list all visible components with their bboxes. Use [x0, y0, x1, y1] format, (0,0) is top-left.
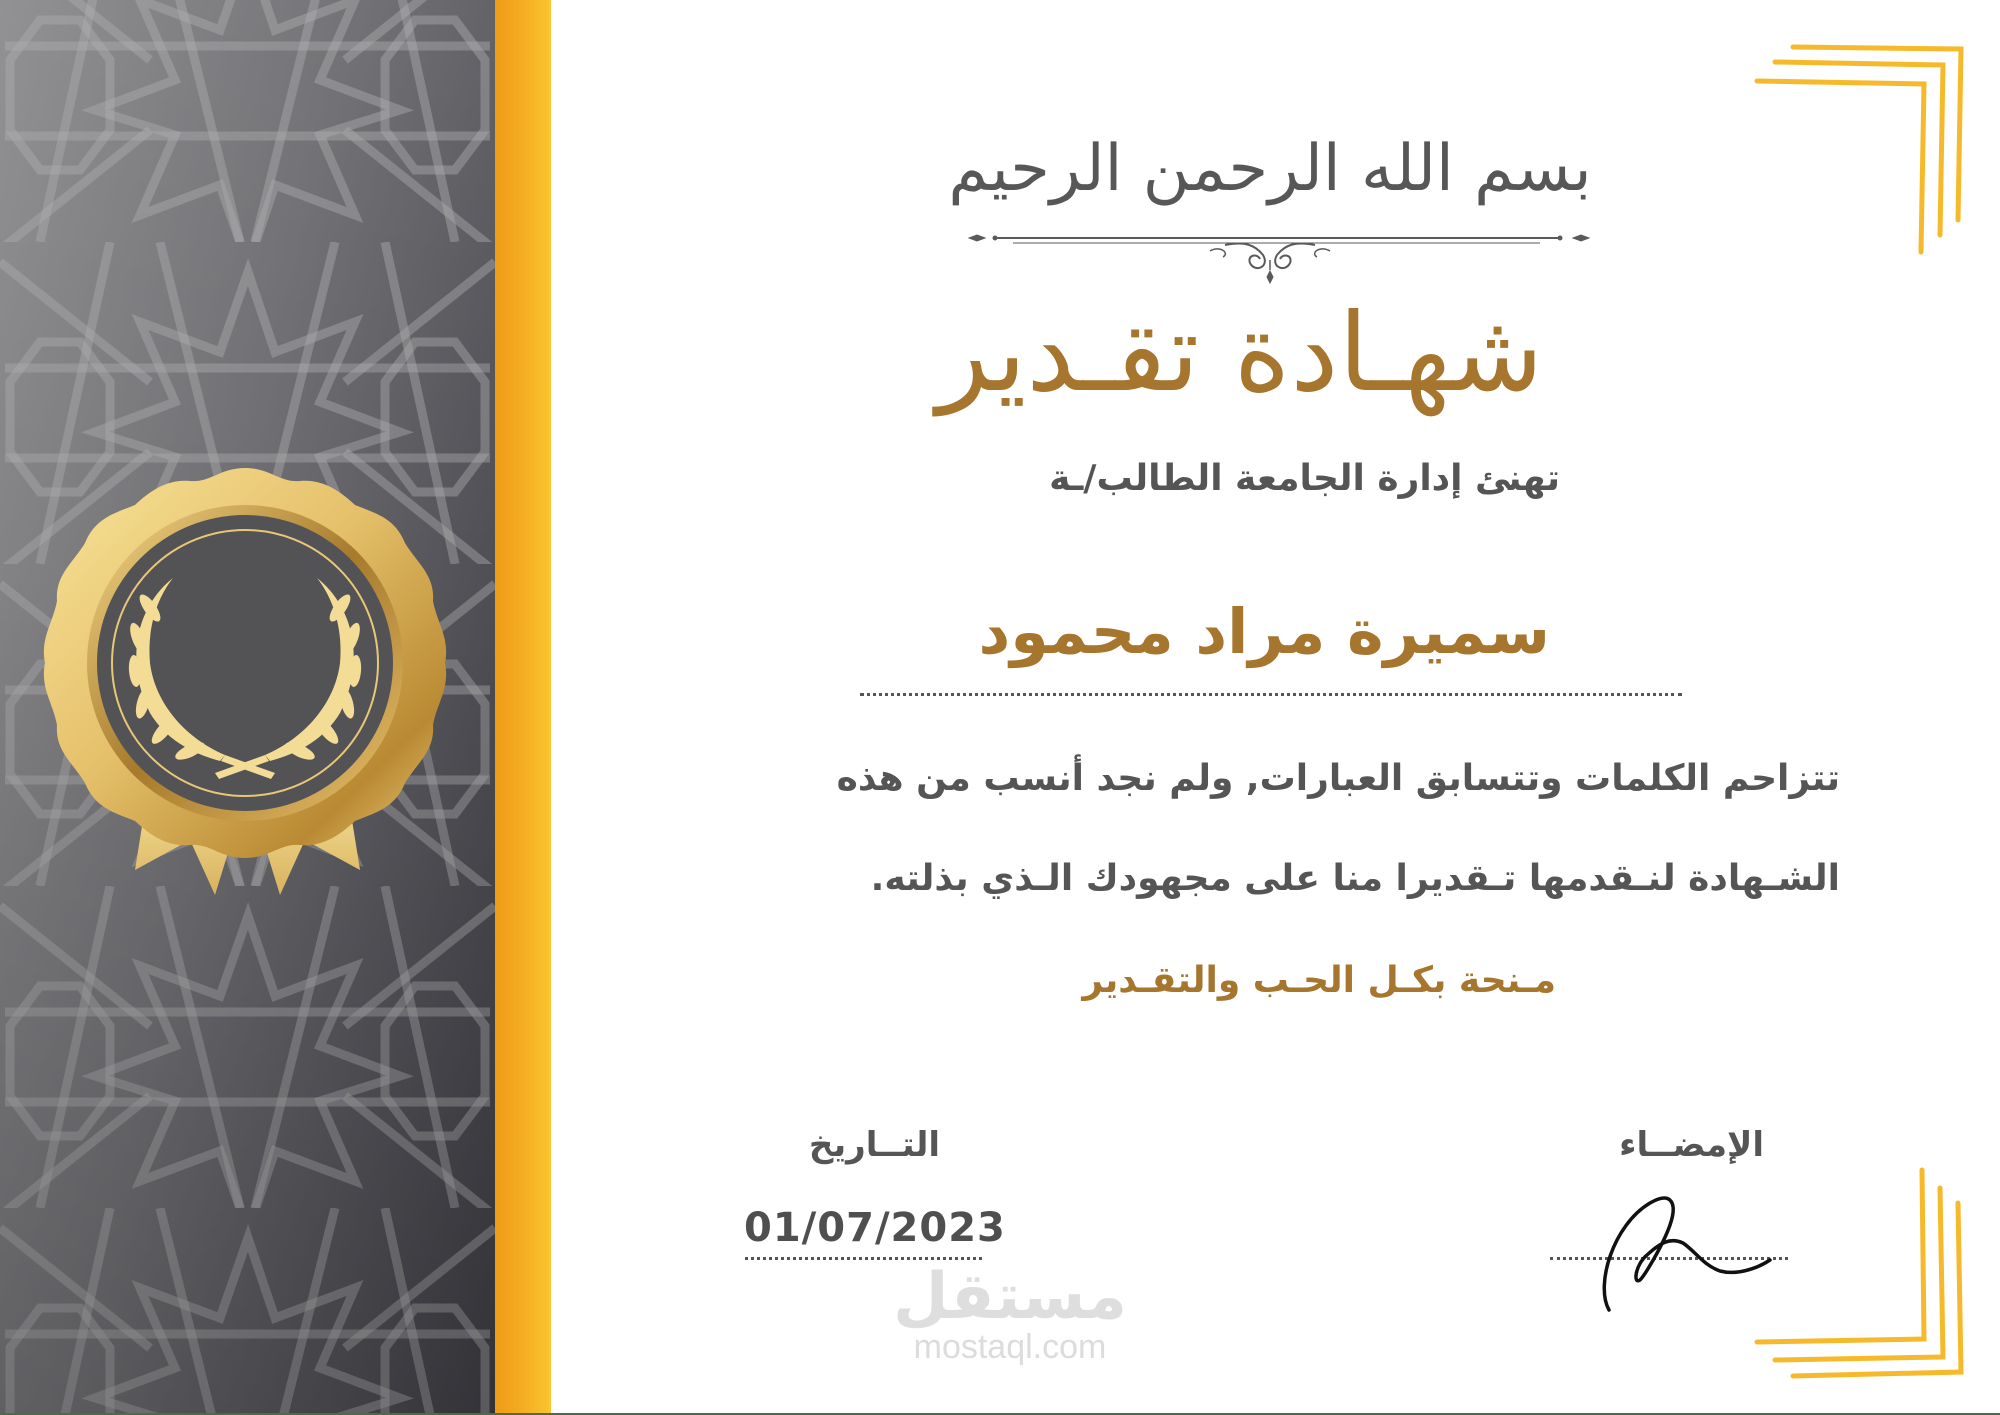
recipient-name: سميرة مراد محمود — [978, 595, 1550, 668]
basmala-calligraphy — [925, 95, 1615, 285]
watermark-arabic: مستقل — [892, 1260, 1128, 1334]
date-value: 01/07/2023 — [744, 1205, 1006, 1251]
svg-text:بسم الله الرحمن الرحيم: بسم الله الرحمن الرحيم — [948, 132, 1592, 206]
corner-lines-bottom-right-icon — [1740, 1160, 1980, 1390]
congratulations-line: تهنئ إدارة الجامعة الطالب/ـة — [1049, 458, 1560, 499]
signature-label: الإمضــاء — [1619, 1125, 1764, 1165]
gold-rosette-badge-icon — [40, 445, 450, 965]
certificate-title: شهـادة تقـدير — [936, 291, 1544, 416]
ornamental-divider-icon — [969, 235, 1589, 283]
name-dotted-line — [860, 693, 1682, 696]
date-label: التــاريخ — [808, 1125, 940, 1165]
left-decorative-panel — [0, 0, 495, 1413]
mostaql-watermark — [880, 1260, 1140, 1395]
watermark-latin: mostaql.com — [913, 1328, 1107, 1366]
dedication-line: مـنحة بكـل الحـب والتقـدير — [1082, 960, 1556, 1001]
body-text-line-2: الشـهادة لنـقدمها تـقديرا منا على مجهودك الـذي بذلته. — [870, 858, 1840, 899]
gold-accent-strip — [495, 0, 551, 1413]
body-text-line-1: تتزاحم الكلمات وتتسابق العبارات, ولم نجد أنسب من هذه — [836, 758, 1840, 799]
corner-lines-top-right-icon — [1740, 30, 1980, 270]
